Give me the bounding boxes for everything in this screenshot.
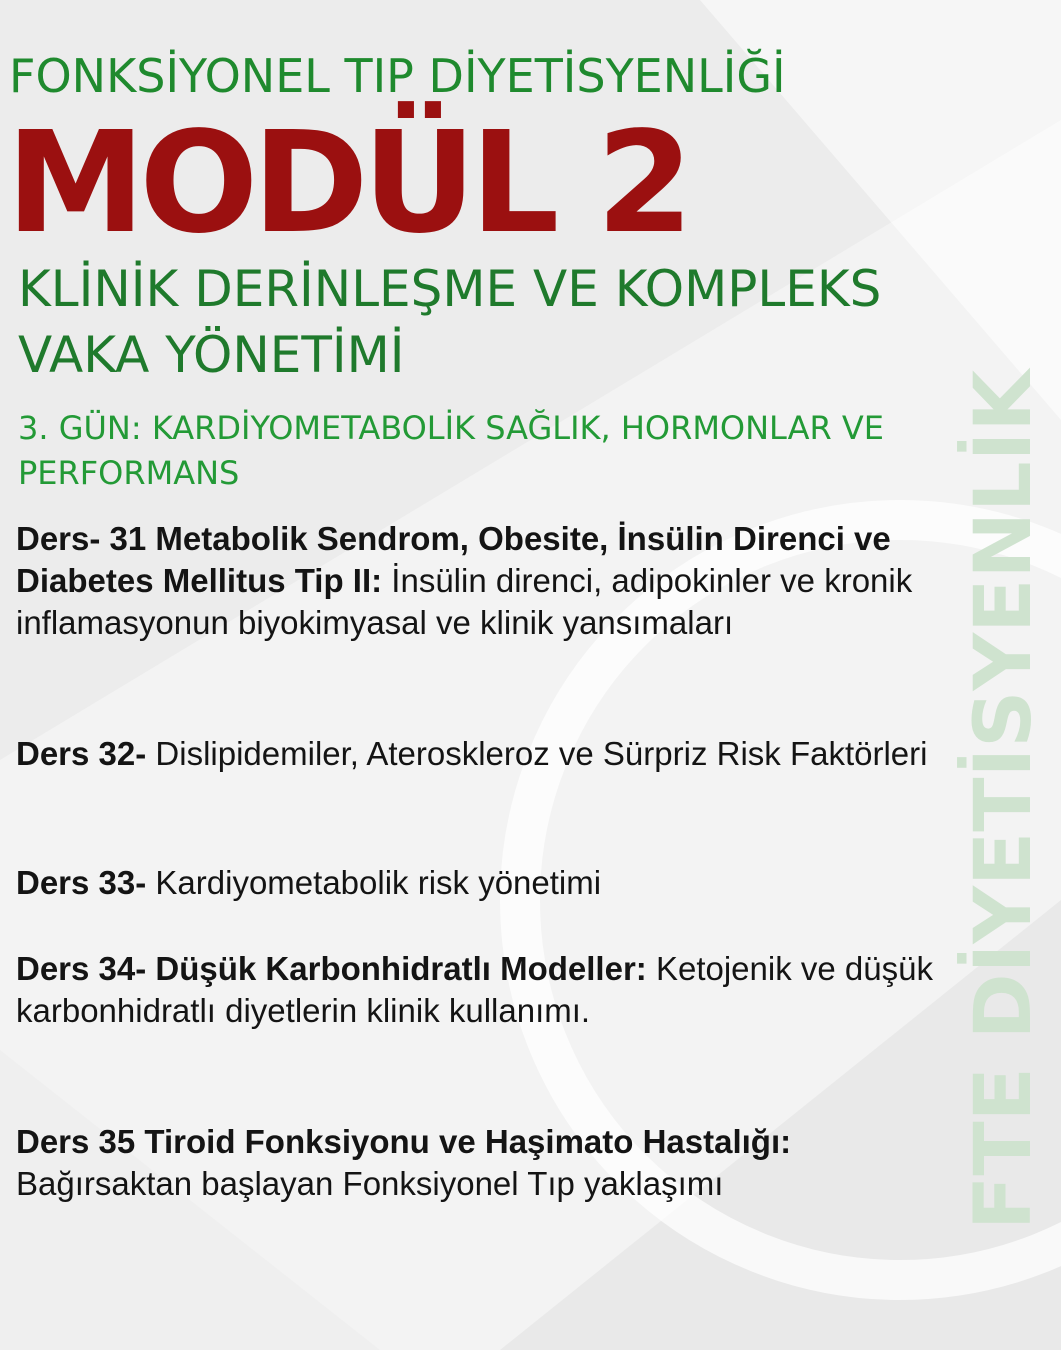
day-heading: 3. GÜN: KARDİYOMETABOLİK SAĞLIK, HORMONLAR VE PERFORMANS — [18, 409, 885, 492]
lesson-32 — [16, 733, 946, 775]
lesson-heading: Ders- 31 Metabolik Sendrom, Obesite, İnsülin Direnci ve Diabetes Mellitus Tip II: — [16, 520, 891, 599]
lesson-text: Dislipidemiler, Ateroskleroz ve Sürpriz Risk Faktörleri — [146, 735, 928, 772]
lesson-heading: Ders 34- Düşük Karbonhidratlı Modeller: — [16, 950, 647, 987]
lesson-33 — [16, 862, 946, 904]
page-title: MODÜL 2 — [6, 102, 688, 265]
lesson-31 — [16, 518, 946, 644]
lesson-text: Kardiyometabolik risk yönetimi — [146, 864, 602, 901]
lesson-text: İnsülin direnci, adipokinler ve kronik inflamasyonun biyokimyasal ve klinik yansımaları — [16, 562, 913, 641]
lesson-text: Bağırsaktan başlayan Fonksiyonel Tıp yaklaşımı — [16, 1165, 724, 1202]
watermark-text: FTE DİYETİSYENLİK — [959, 386, 1049, 1230]
program-label: FONKSİYONEL TIP DİYETİSYENLİĞİ — [9, 49, 786, 103]
lesson-text: Ketojenik ve düşük karbonhidratlı diyetlerin klinik kullanımı. — [16, 950, 933, 1029]
lesson-heading: Ders 33- — [16, 864, 147, 901]
lesson-heading: Ders 35 Tiroid Fonksiyonu ve Haşimato Hastalığı: — [16, 1123, 792, 1160]
lesson-35 — [16, 1121, 946, 1205]
module-subtitle: KLİNİK DERİNLEŞME VE KOMPLEKS VAKA YÖNETİMİ — [18, 260, 882, 384]
lesson-34 — [16, 948, 946, 1032]
lesson-heading: Ders 32- — [16, 735, 147, 772]
